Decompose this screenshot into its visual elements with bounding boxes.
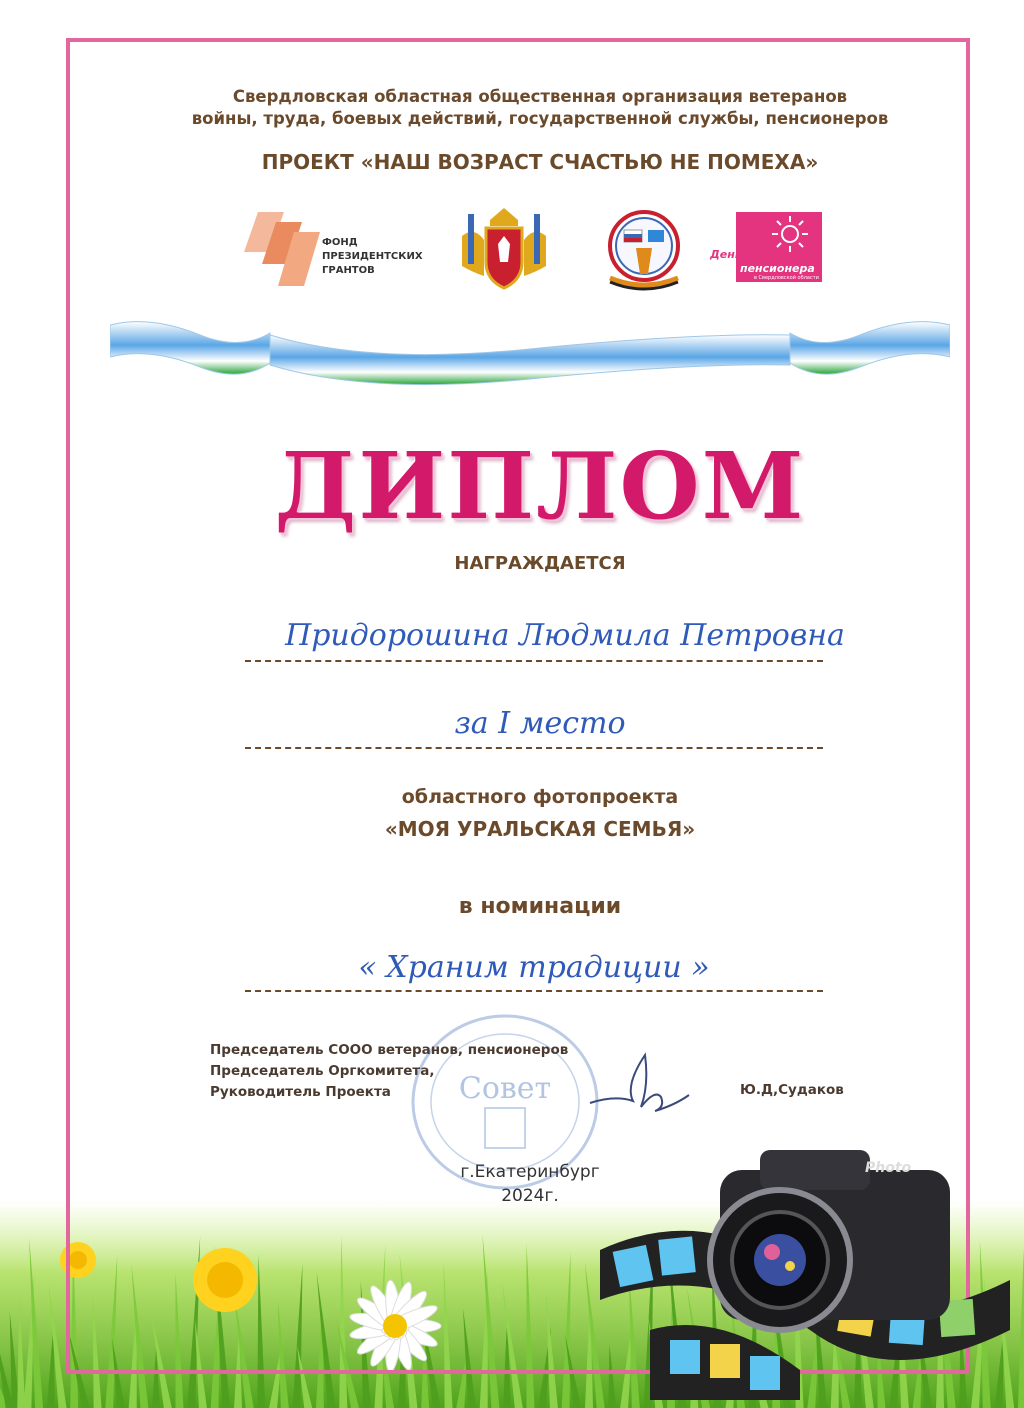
nomination-line [245,990,823,992]
coat-of-arms-icon [458,206,550,292]
signer-name: Ю.Д,Судаков [740,1082,844,1098]
diploma-title: ДИПЛОМ [274,432,806,540]
city: г.Екатеринбург [460,1162,600,1182]
pensioner-day-logo [710,212,822,286]
regional-photoproject-label: областного фотопроекта [401,786,679,808]
organization-name-line2: войны, труда, боевых действий, государственной службы, пенсионеров [191,109,889,128]
pensioner-day-region: в Свердловской области [754,275,819,281]
veterans-emblem-icon [600,208,688,292]
nomination-label: в номинации [458,894,622,919]
stamp-text: Совет [458,1071,552,1106]
fund-logo-text: ФОНД ПРЕЗИДЕНТСКИХ ГРАНТОВ [322,237,423,276]
organization-name-line1: Свердловская областная общественная организация ветеранов [232,87,848,106]
pensioner-day-word2: пенсионера [740,262,815,275]
camera-illustration [590,1130,1020,1400]
place-line [245,747,823,749]
awarded-label: НАГРАЖДАЕТСЯ [454,553,626,574]
camera-brand: Photo [865,1160,912,1176]
recipient-name: Придорошина Людмила Петровна [285,618,845,653]
pensioner-day-word1: День [710,248,742,261]
chair-title-line2: Председатель Оргкомитета, [210,1063,435,1079]
decorative-ribbon [110,305,950,395]
project-title: ПРОЕКТ «НАШ ВОЗРАСТ СЧАСТЬЮ НЕ ПОМЕХА» [261,150,819,174]
nomination-value: « Храним традиции » [358,950,710,985]
handwritten-signature [585,1045,695,1125]
year: 2024г. [501,1186,559,1206]
place-handwritten: за I место [454,706,626,741]
photoproject-name: «МОЯ УРАЛЬСКАЯ СЕМЬЯ» [384,817,696,841]
presidential-grants-fund-icon [244,212,320,286]
chair-title-line3: Руководитель Проекта [210,1084,391,1100]
chair-title-line1: Председатель СООО ветеранов, пенсионеров [210,1042,569,1058]
chairman-titles [210,1040,568,1103]
recipient-line [245,660,823,662]
